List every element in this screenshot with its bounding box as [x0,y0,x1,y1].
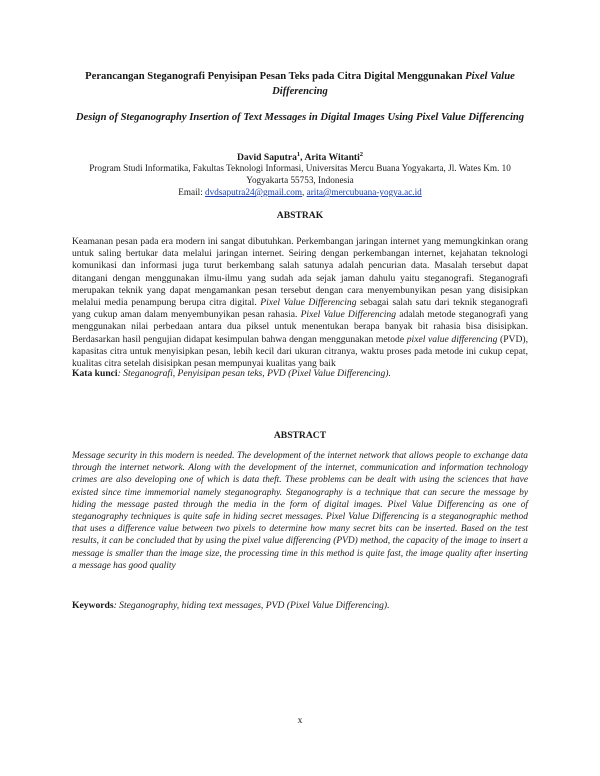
email-separator: , [302,187,307,197]
abstrak-text-1: Keamanan pesan pada era modern ini sangat dibutuhkan. Perkembangan jaringan internet yang memungkinkan orang untuk saling bertukar data melalui jaringan internet. Seiring dengan perkembangan internet, kejahatan teknologi komunikasi dan informasi juga turut berkembang salah satunya adalah pencurian data. Masalah tersebut dapat ditangani dengan menggunakan ilmu-ilmu yang sudah ada sejak jaman dahulu yaitu steganografi. Steganografi merupakan teknik yang dapat mengamankan pesan tersebut dengan cara menyembunyikan pesan yang disisipkan melalui media penampung berupa citra digital. [72,236,528,309]
abstrak-text-2: sebagai salah satu dari teknik steganografi yang cukup aman dalam menyembunyikan pesan rahasia. [72,297,529,321]
affiliation: Program Studi Informatika, Fakultas Teknologi Informasi, Universitas Mercu Buana Yogyakarta, Jl. Wates Km. 10 Yogyakarta 55753, Indonesia [89,163,511,185]
author-1-affil-mark: 1 [296,151,301,158]
title-indonesian [60,70,540,99]
abstrak-text-4: (PVD), kapasitas citra untuk menyisipkan pesan, lebih kecil dari ukuran citranya, waktu proses pada metode ini cukup cepat, kualitas citra setelah disisipkan pesan mempunyai kualitas yang baik [72,333,529,370]
title-indonesian-italic: Pixel Value Differencing [272,71,515,97]
author-separator: , [300,152,305,164]
email-link-1[interactable]: dvdsaputra24@gmail.com [205,187,303,197]
author-2: Arita Witanti [304,152,360,164]
kata-kunci-label: Kata kunci [72,368,118,379]
title-indonesian-main: Perancangan Steganografi Penyisipan Pesan Teks pada Citra Digital Menggunakan [85,71,466,82]
abstract-body: Message security in this modern is needed. The development of the internet network that allows people to exchange data through the internet network. Along with the development of the internet, communication and information technology crimes are also developing one of which is data theft. These problems can be dealt with using the sciences that have existed since time immemorial namely steganography. Steganography is a technique that can secure the message by hiding the message pasted through the media in the form of digital images. Pixel Value Differencing as one of steganography techniques is quite safe in hiding secret messages. Pixel Value Differencing is a steganographic method that uses a difference value between two pixels to determine how many secret bits can be inserted. Based on the test results, it can be concluded that by using the pixel value differencing (PVD) method, the capacity of the image to insert a message is smaller than the image size, the processing time in this method is quite fast, the image quality after inserting a message has good quality [72,451,528,571]
author-1: David Saputra [236,152,297,164]
email-line [60,186,540,198]
abstract-heading: ABSTRACT [273,430,327,441]
page-number: x [297,715,303,726]
title-english: Design of Steganography Insertion of Text Messages in Digital Images Using Pixel Value Differencing [75,112,525,123]
abstrak-body [72,236,528,370]
keywords [72,600,528,612]
abstrak-heading: ABSTRAK [276,210,324,221]
abstrak-italic-2: Pixel Value Differencing [300,309,397,321]
kata-kunci [72,368,528,380]
keywords-text: : Steganography, hiding text messages, PVD (Pixel Value Differencing). [113,600,390,611]
email-link-2[interactable]: arita@mercubuana-yogya.ac.id [306,187,422,197]
abstrak-text-3: adalah metode steganografi yang menggunakan nilai perbedaan antara dua piksel untuk menentukan berapa banyak bit rahasia bisa disisipkan. Berdasarkan hasil pengujian didapat kesimpulan bahwa dengan menggunakan metode [72,309,528,345]
keywords-label: Keywords [72,600,114,611]
kata-kunci-text: : Steganografi, Penyisipan pesan teks, PVD (Pixel Value Differencing). [117,368,391,379]
abstrak-italic-1: Pixel Value Differencing [260,297,357,309]
author-2-affil-mark: 2 [359,151,364,158]
abstrak-italic-3: pixel value differencing [406,333,498,345]
email-label: Email: [178,187,206,197]
